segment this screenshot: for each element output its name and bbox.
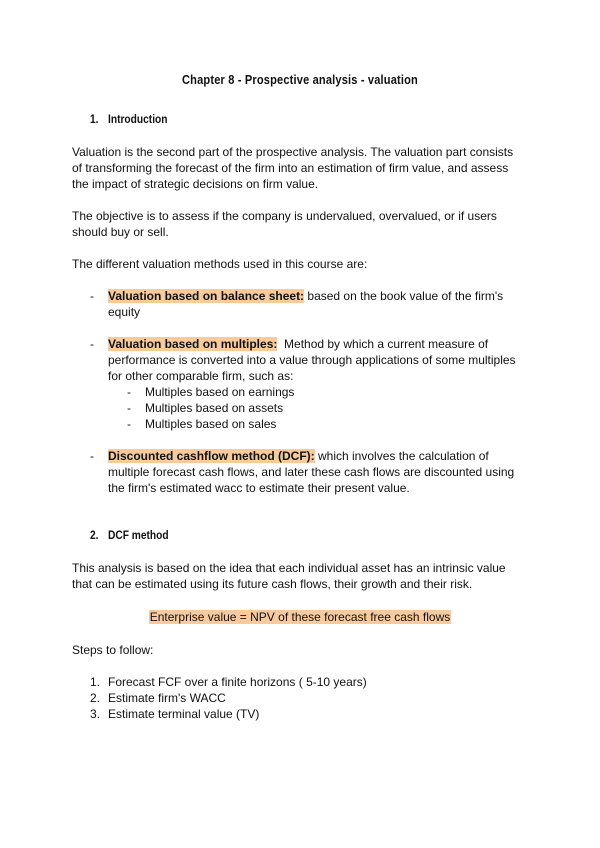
text-line: based on the book value of the firm's: [304, 289, 504, 303]
text-line: the impact of strategic decisions on firm value.: [72, 177, 319, 191]
multiples-sublist: [0, 384, 600, 432]
section-1-heading: Introduction: [108, 112, 168, 126]
text-line: multiple forecast cash flows, and later these cash flows are discounted using: [108, 465, 515, 479]
bullet-dash: -: [90, 289, 94, 303]
text-line: that can be estimated using its future cash flows, their growth and their risk.: [72, 577, 473, 591]
dcf-paragraph: [72, 560, 506, 592]
intro-paragraph: [72, 144, 513, 192]
method-term: Valuation based on balance sheet:: [108, 289, 305, 303]
enterprise-value-formula: Enterprise value = NPV of these forecast free cash flows: [149, 610, 451, 624]
method-term: Discounted cashflow method (DCF):: [108, 449, 315, 463]
step-text: Estimate firm's WACC: [108, 691, 226, 705]
bullet-dash: -: [127, 385, 131, 399]
section-1-number: 1.: [90, 112, 99, 126]
step-item: [0, 706, 600, 722]
step-item: [0, 674, 600, 690]
method-term: Valuation based on multiples:: [108, 337, 278, 351]
text-line: This analysis is based on the idea that each individual asset has an intrinsic value: [72, 561, 506, 575]
text-line: which involves the calculation of: [314, 449, 489, 463]
steps-intro: Steps to follow:: [72, 643, 154, 657]
text-line: Valuation is the second part of the prospective analysis. The valuation part consists: [72, 145, 514, 159]
sublist-item: [0, 400, 600, 416]
step-text: Estimate terminal value (TV): [108, 707, 260, 721]
sublist-item: [0, 416, 600, 432]
methods-intro: The different valuation methods used in this course are:: [72, 257, 368, 271]
text-line: for other comparable firm, such as:: [108, 369, 294, 383]
step-number: 1.: [90, 675, 101, 689]
sublist-text: Multiples based on assets: [145, 401, 284, 415]
bullet-dash: -: [90, 449, 94, 463]
page-title: Chapter 8 - Prospective analysis - valuation: [182, 72, 418, 87]
sublist-text: Multiples based on earnings: [145, 385, 295, 399]
step-text: Forecast FCF over a finite horizons ( 5-10 years): [108, 675, 367, 689]
sublist-text: Multiples based on sales: [145, 417, 277, 431]
step-item: [0, 690, 600, 706]
text-line: The objective is to assess if the company is undervalued, overvalued, or if users: [72, 209, 497, 223]
objective-paragraph: [72, 208, 497, 240]
text-line: performance is converted into a value through applications of some multiples: [108, 353, 516, 367]
text-line: of transforming the forecast of the firm into an estimation of firm value, and assess: [72, 161, 509, 175]
formula-line: [0, 609, 600, 625]
text-line: equity: [108, 305, 141, 319]
step-number: 2.: [90, 691, 101, 705]
text-line: Method by which a current measure of: [277, 337, 489, 351]
step-number: 3.: [90, 707, 101, 721]
bullet-dash: -: [127, 401, 131, 415]
bullet-dash: -: [127, 417, 131, 431]
section-2-number: 2.: [90, 528, 99, 542]
section-2-heading: DCF method: [108, 528, 169, 542]
text-line: should buy or sell.: [72, 225, 169, 239]
sublist-item: [0, 384, 600, 400]
bullet-dash: -: [90, 337, 94, 351]
steps-list: [0, 674, 600, 722]
text-line: the firm's estimated wacc to estimate their present value.: [108, 481, 410, 495]
